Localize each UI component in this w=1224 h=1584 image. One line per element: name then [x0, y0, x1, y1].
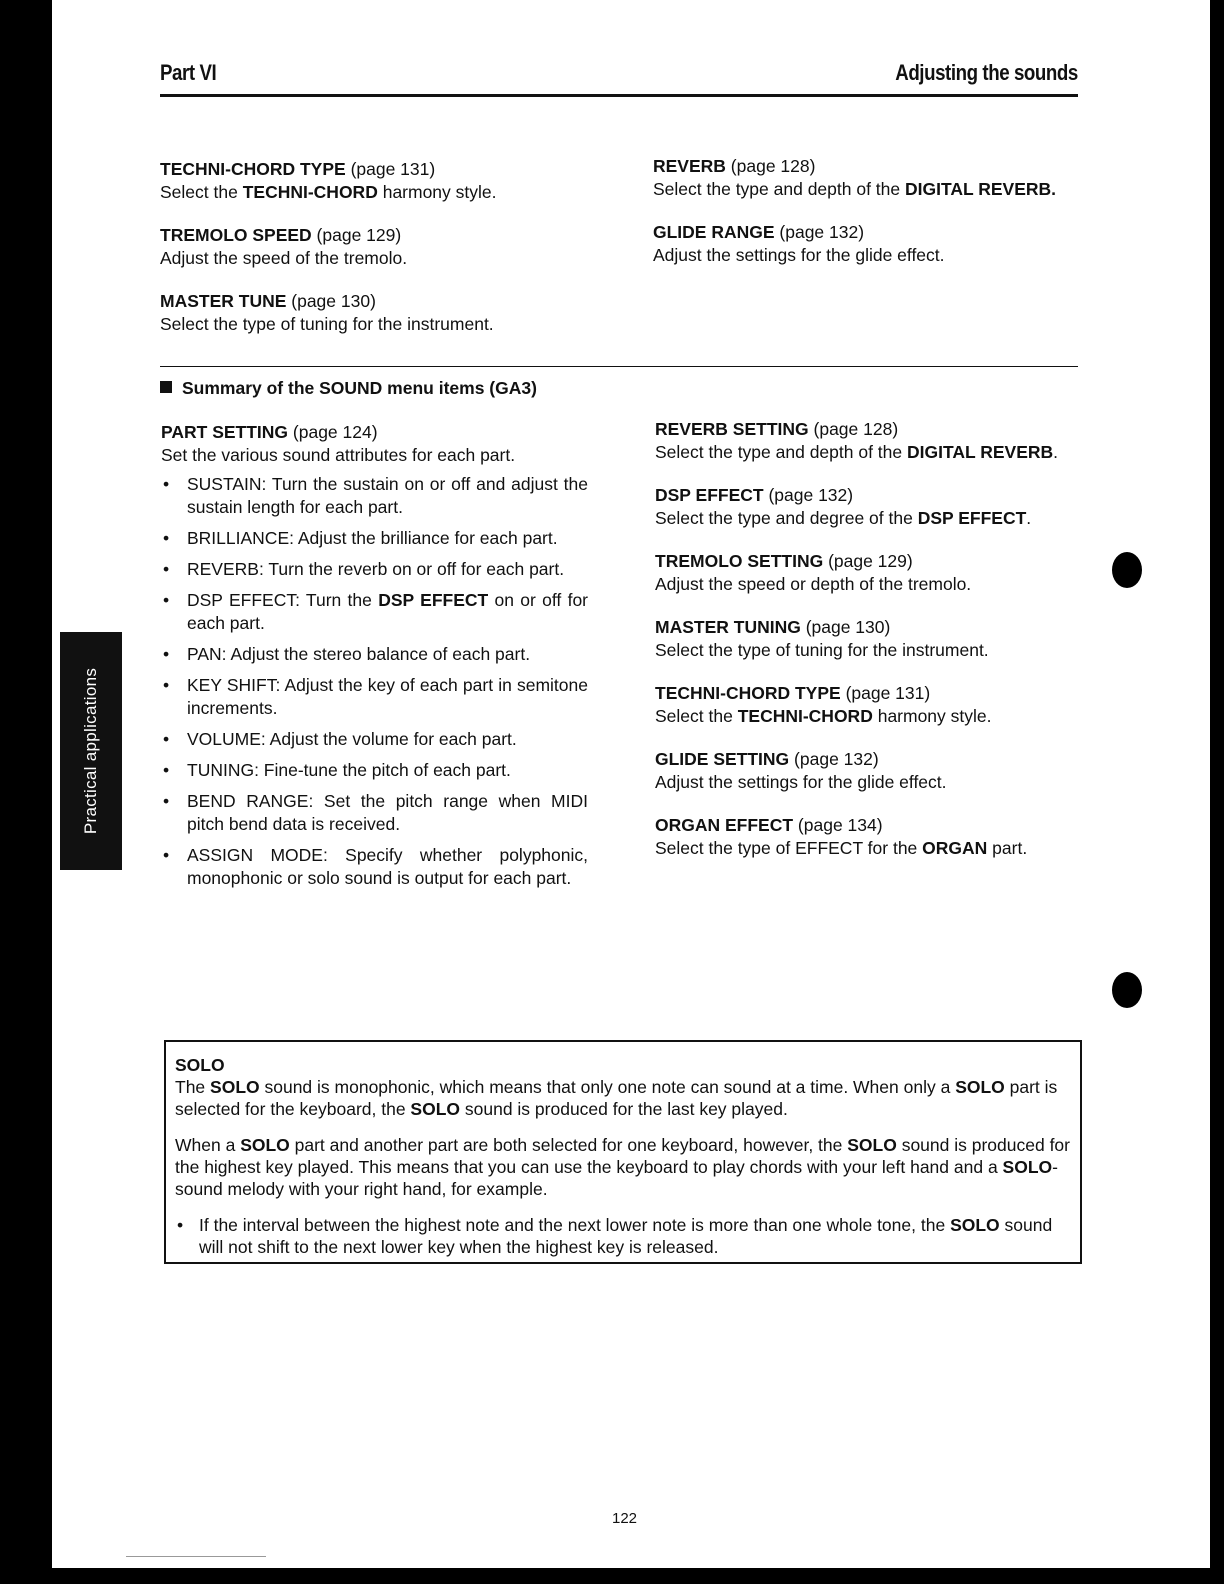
bottom-right-entry-desc [655, 771, 1080, 794]
part-setting-bullet-text: VOLUME: Adjust the volume for each part. [187, 729, 517, 749]
solo-paragraph-text: When a [175, 1135, 241, 1155]
scan-border-left [0, 0, 52, 1584]
top-right-entry-desc [653, 178, 1078, 201]
bottom-right-entry-desc-text: . [1053, 442, 1059, 462]
top-left-entry-page: (page 130) [286, 291, 376, 311]
bottom-right-entry-title: TECHNI-CHORD TYPE [655, 683, 841, 703]
top-left-entry [160, 290, 580, 336]
bottom-right-entry-desc-text: Select the type and degree of the [655, 508, 918, 528]
bottom-right-entry-title: TREMOLO SETTING [655, 551, 824, 571]
solo-paragraph-text: SOLO [240, 1135, 290, 1155]
bottom-right-entry-desc-text: Select the type and depth of the [655, 442, 907, 462]
solo-bullet-text: sound will not shift to the next lower key when the highest key is released. [199, 1215, 1053, 1257]
section-divider [160, 366, 1078, 367]
part-setting-bullet [161, 589, 588, 635]
bottom-right-entry-page: (page 132) [763, 485, 854, 505]
bottom-right-entry-desc-text: Select the [655, 706, 738, 726]
part-setting-bullet [161, 790, 588, 836]
part-setting-bullet-text: DSP EFFECT: Turn the [187, 590, 379, 610]
bottom-right-entry-desc [655, 573, 1080, 596]
binding-hole-icon [1112, 552, 1142, 588]
part-setting-page: (page 124) [288, 422, 378, 442]
part-setting-bullet-text: TUNING: Fine-tune the pitch of each part. [187, 760, 511, 780]
part-setting-bullet-text: PAN: Adjust the stereo balance of each part. [187, 644, 531, 664]
top-right-entry-desc [653, 244, 1078, 267]
top-right-entry-heading [653, 155, 1078, 178]
bottom-right-entry-desc [655, 441, 1080, 464]
bottom-right-entry-desc-text: Select the type of EFFECT for the [655, 838, 923, 858]
bottom-right-entry-desc-text: part. [987, 838, 1028, 858]
top-right-entry [653, 155, 1078, 201]
part-setting-bullet [161, 728, 588, 751]
bottom-right-entry-heading [655, 418, 1080, 441]
bottom-right-entry-desc-text: Select the type of tuning for the instrument. [655, 640, 989, 660]
top-left-entry-desc-text: Select the type of tuning for the instrument. [160, 314, 494, 334]
bottom-right-entry-page: (page 129) [823, 551, 913, 571]
top-right-entry-page: (page 128) [725, 156, 816, 176]
top-left-entry-desc-text: harmony style. [377, 182, 497, 202]
top-left-entry-title: MASTER TUNE [160, 291, 287, 311]
top-right-column [653, 155, 1078, 287]
part-setting-bullet-text: BEND RANGE: Set the pitch range when MIDI pitch bend data is received. [187, 791, 588, 834]
part-setting-bullet-text: ASSIGN MODE: Specify whether polyphonic, monophonic or solo sound is output for each part. [187, 845, 588, 888]
top-right-entry [653, 221, 1078, 267]
part-setting-bullet-text: on or off for each part. [187, 590, 588, 633]
part-setting-bullet [161, 674, 588, 720]
bottom-right-entry-desc-text: DIGITAL REVERB [907, 442, 1054, 462]
part-setting-title: PART SETTING [161, 422, 289, 442]
bottom-right-entry [655, 616, 1080, 662]
binding-hole-icon [1112, 972, 1142, 1008]
part-setting-bullet-text: REVERB: Turn the reverb on or off for each part. [187, 559, 565, 579]
solo-heading: SOLO [175, 1055, 225, 1075]
solo-paragraph [175, 1076, 1070, 1120]
bottom-right-entry-heading [655, 550, 1080, 573]
header-title: Adjusting the sounds [895, 60, 1078, 85]
top-left-entry-heading [160, 158, 580, 181]
top-right-entry-heading [653, 221, 1078, 244]
solo-paragraph-text: The [175, 1077, 211, 1097]
solo-paragraphs [175, 1076, 1070, 1200]
top-right-entry-desc-text: Adjust the settings for the glide effect. [653, 245, 945, 265]
bottom-right-entry-title: MASTER TUNING [655, 617, 801, 637]
solo-paragraph-text: sound is monophonic, which means that only one note can sound at a time. When only a [259, 1077, 956, 1097]
part-setting-bullet-text: KEY SHIFT: Adjust the key of each part in semitone increments. [187, 675, 588, 718]
bottom-right-entry-desc [655, 705, 1080, 728]
top-left-entry-desc [160, 313, 580, 336]
page-number: 122 [612, 1510, 638, 1527]
bottom-right-entry-desc-text: ORGAN [922, 838, 988, 858]
bottom-right-entry [655, 748, 1080, 794]
solo-paragraph-text: sound is produced for the last key played. [460, 1099, 788, 1119]
solo-bullet-text: SOLO [950, 1215, 1000, 1235]
top-right-entry-desc-text: DIGITAL REVERB [905, 179, 1052, 199]
top-left-entry-title: TECHNI-CHORD TYPE [160, 159, 346, 179]
bottom-right-entry-desc [655, 507, 1080, 530]
top-left-entry-page: (page 131) [345, 159, 436, 179]
part-setting-bullet-text: SUSTAIN: Turn the sustain on or off and adjust the sustain length for each part. [187, 474, 588, 517]
top-left-entry-title: TREMOLO SPEED [160, 225, 312, 245]
solo-paragraph-text: SOLO [410, 1099, 461, 1119]
bottom-right-entry-desc-text: TECHNI-CHORD [737, 706, 873, 726]
bottom-right-entry-heading [655, 814, 1080, 837]
section-title [160, 378, 537, 399]
top-right-entry-desc-text: Select the type and depth of the [653, 179, 905, 199]
scan-border-bottom [0, 1568, 1224, 1584]
top-right-entry-title: GLIDE RANGE [653, 222, 775, 242]
part-setting-bullet [161, 759, 588, 782]
top-left-entry-desc-text: Adjust the speed of the tremolo. [160, 248, 408, 268]
header-rule [160, 94, 1078, 97]
part-setting-bullet [161, 643, 588, 666]
solo-paragraph-text: part is selected for the keyboard, the [175, 1077, 1058, 1119]
bottom-right-entry-page: (page 128) [808, 419, 899, 439]
part-setting-heading [161, 421, 588, 444]
top-right-entry-desc-text: . [1051, 179, 1057, 199]
part-setting-bullet [161, 844, 588, 890]
bottom-right-entry-heading [655, 484, 1080, 507]
part-setting-list [161, 473, 588, 890]
solo-paragraph-text: part and another part are both selected for one keyboard, however, the [289, 1135, 848, 1155]
top-left-entry-desc [160, 247, 580, 270]
top-left-column [160, 158, 580, 356]
bottom-right-entry-desc-text: DSP EFFECT [917, 508, 1027, 528]
bottom-right-entry-desc [655, 837, 1080, 860]
side-tab-label: Practical applications [81, 667, 101, 835]
bottom-right-entry-title: REVERB SETTING [655, 419, 809, 439]
top-left-entry-desc-text: TECHNI-CHORD [242, 182, 378, 202]
solo-paragraph-text: SOLO [210, 1077, 260, 1097]
part-setting-column [161, 421, 588, 898]
square-bullet-icon [160, 381, 172, 393]
top-left-entry [160, 158, 580, 204]
top-left-entry-page: (page 129) [311, 225, 402, 245]
solo-paragraph-text: SOLO [847, 1135, 897, 1155]
part-setting-bullet-text: BRILLIANCE: Adjust the brilliance for each part. [187, 528, 558, 548]
top-left-entry-heading [160, 224, 580, 247]
bottom-right-entry-title: ORGAN EFFECT [655, 815, 794, 835]
part-setting-bullet-text: DSP EFFECT [378, 590, 489, 610]
top-right-entry-title: REVERB [653, 156, 726, 176]
bottom-right-entry-desc [655, 639, 1080, 662]
part-setting-bullet [161, 527, 588, 550]
top-left-entry-desc [160, 181, 580, 204]
top-right-entry-page: (page 132) [774, 222, 865, 242]
solo-note-box [164, 1040, 1082, 1264]
solo-paragraph-text: SOLO [955, 1077, 1005, 1097]
footer-mark [126, 1556, 266, 1557]
bottom-right-entry-heading [655, 616, 1080, 639]
solo-paragraph [175, 1134, 1070, 1200]
bottom-right-entry-desc-text: Adjust the settings for the glide effect. [655, 772, 947, 792]
bottom-right-entry-heading [655, 682, 1080, 705]
bottom-right-entry-desc-text: . [1026, 508, 1032, 528]
top-left-entry-heading [160, 290, 580, 313]
part-setting-bullet [161, 558, 588, 581]
bottom-right-entry-page: (page 131) [840, 683, 931, 703]
bottom-right-entry [655, 484, 1080, 530]
top-left-entry-desc-text: Select the [160, 182, 243, 202]
bottom-right-entry-desc-text: harmony style. [872, 706, 992, 726]
bottom-right-entry [655, 814, 1080, 860]
bottom-right-entry-page: (page 130) [800, 617, 891, 637]
bottom-right-column [655, 418, 1080, 880]
solo-paragraph-text: SOLO [1002, 1157, 1053, 1177]
header-part: Part VI [160, 60, 217, 85]
bottom-right-entry-page: (page 134) [793, 815, 883, 835]
bottom-right-entry-desc-text: Adjust the speed or depth of the tremolo. [655, 574, 972, 594]
part-setting-bullet [161, 473, 588, 519]
bottom-right-entry [655, 550, 1080, 596]
section-title-text: Summary of the SOUND menu items (GA3) [182, 378, 537, 398]
bottom-right-entry-title: DSP EFFECT [655, 485, 764, 505]
solo-bullet [175, 1214, 1070, 1258]
top-left-entry [160, 224, 580, 270]
bottom-right-entry-page: (page 132) [789, 749, 879, 769]
bottom-right-entry [655, 682, 1080, 728]
side-tab [60, 632, 122, 870]
scan-border-right [1210, 0, 1224, 1584]
bottom-right-entry [655, 418, 1080, 464]
part-setting-desc: Set the various sound attributes for each part. [161, 445, 516, 465]
solo-bullet-text: If the interval between the highest note and the next lower note is more than one whole tone, the [199, 1215, 951, 1235]
solo-paragraph-text: -sound melody with your right hand, for example. [175, 1157, 1058, 1199]
bottom-right-entry-heading [655, 748, 1080, 771]
solo-paragraph-text: sound is produced for the highest key played. This means that you can use the keyboard to play chords with your left hand and a [175, 1135, 1070, 1177]
bottom-right-entry-title: GLIDE SETTING [655, 749, 790, 769]
